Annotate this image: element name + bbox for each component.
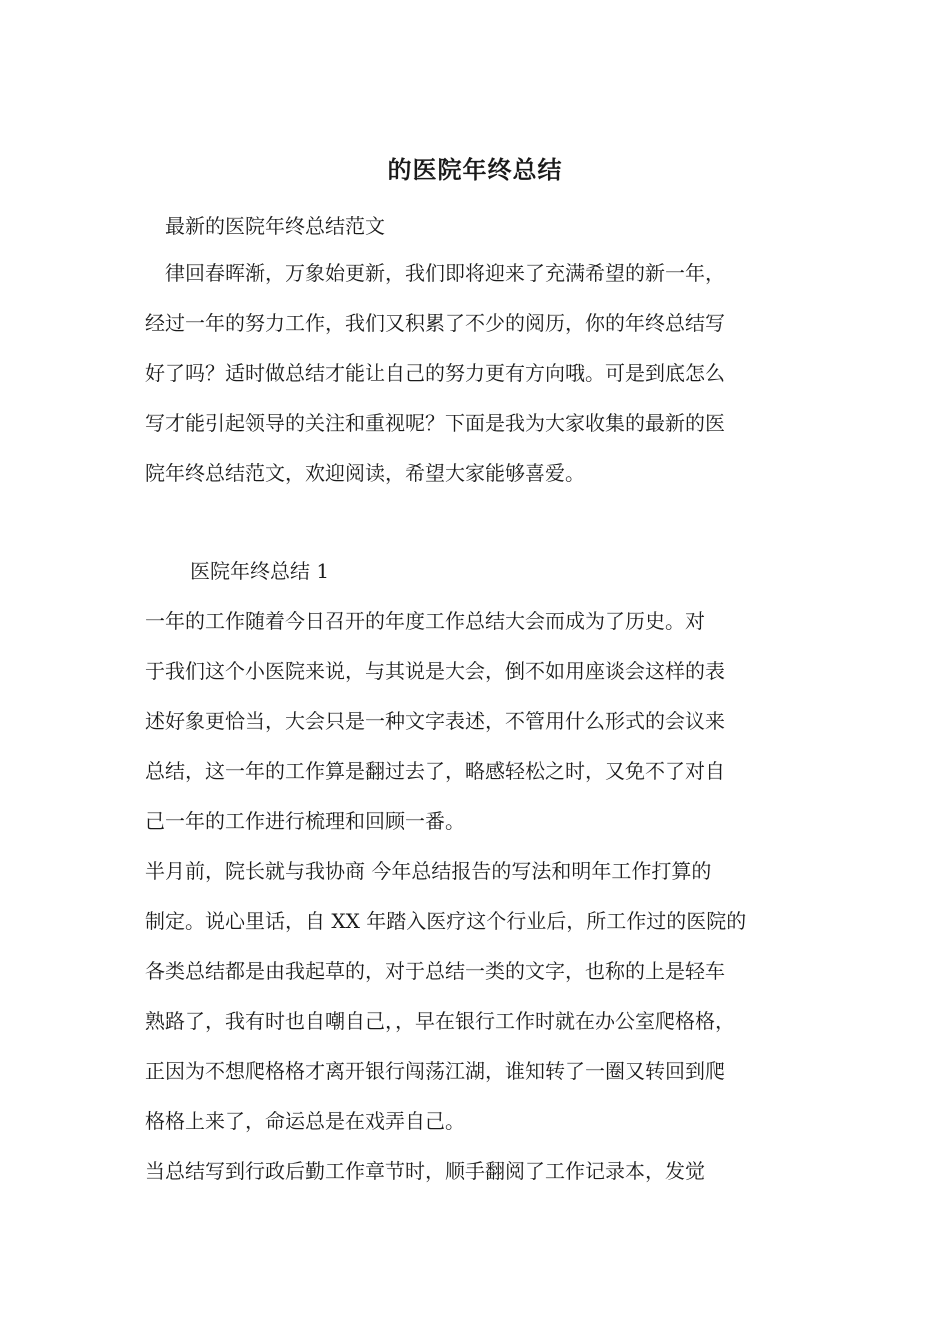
paragraph-line: 述好象更恰当，大会只是一种文字表述，不管用什么形式的会议来 — [145, 709, 725, 733]
paragraph-line: 于我们这个小医院来说，与其说是大会，倒不如用座谈会这样的表 — [145, 659, 725, 683]
intro-paragraph — [145, 248, 813, 498]
body-paragraph-2 — [145, 846, 813, 1146]
paragraph-line: 制定。说心里话，自 XX 年踏入医疗这个行业后，所工作过的医院的 — [145, 909, 747, 933]
intro-line: 院年终总结范文，欢迎阅读，希望大家能够喜爱。 — [145, 461, 585, 485]
intro-line: 好了吗？适时做总结才能让自己的努力更有方向哦。可是到底怎么 — [145, 361, 725, 385]
paragraph-line: 一年的工作随着今日召开的年度工作总结大会而成为了历史。对 — [145, 609, 705, 633]
intro-line: 写才能引起领导的关注和重视呢？下面是我为大家收集的最新的医 — [145, 411, 725, 435]
paragraph-line: 正因为不想爬格格才离开银行闯荡江湖，谁知转了一圈又转回到爬 — [145, 1059, 725, 1083]
paragraph-line: 格格上来了，命运总是在戏弄自己。 — [145, 1109, 465, 1133]
body-paragraph-3 — [145, 1146, 813, 1196]
document-title: 的医院年终总结 — [387, 156, 563, 184]
intro-line: 律回春晖渐，万象始更新，我们即将迎来了充满希望的新一年， — [145, 261, 725, 285]
paragraph-line: 当总结写到行政后勤工作章节时，顺手翻阅了工作记录本，发觉 — [145, 1159, 705, 1183]
body-paragraph-1 — [145, 596, 813, 846]
paragraph-line: 熟路了，我有时也自嘲自己，，早在银行工作时就在办公室爬格格， — [145, 1009, 735, 1033]
document-subtitle: 最新的医院年终总结范文 — [165, 214, 385, 238]
paragraph-line: 半月前，院长就与我协商 今年总结报告的写法和明年工作打算的 — [145, 859, 712, 883]
intro-line: 经过一年的努力工作，我们又积累了不少的阅历，你的年终总结写 — [145, 311, 725, 335]
paragraph-line: 总结，这一年的工作算是翻过去了，略感轻松之时，又免不了对自 — [145, 759, 725, 783]
paragraph-line: 己一年的工作进行梳理和回顾一番。 — [145, 809, 465, 833]
section-heading: 医院年终总结 1 — [190, 559, 330, 583]
paragraph-line: 各类总结都是由我起草的，对于总结一类的文字，也称的上是轻车 — [145, 959, 725, 983]
